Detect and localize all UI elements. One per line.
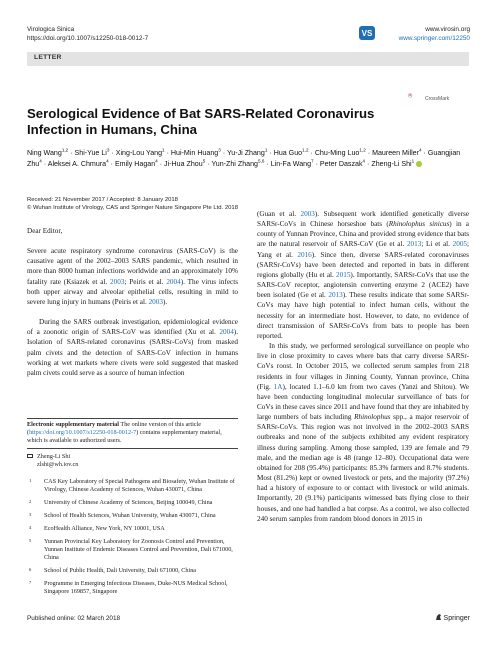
salutation: Dear Editor, [27, 227, 63, 235]
citation-link[interactable]: 2003 [300, 210, 315, 218]
author-affiliation-ref: 1 [162, 147, 165, 153]
body-text: ). Importantly, SARSr-CoVs that use the SARS-CoV receptor, angiotensin converting enzyme 2 (ACE2) have been isolated (Ge et al. [257, 270, 469, 300]
body-text: spp., a major reservoir of SARSr-CoVs. This region was not involved in the 2002–2003 SARS outbreaks and none of the subjects exhibited any evident respiratory illness during sampling. Among those sampled, 139 are female and 79 male, and the median age is 48 (range 12–80). Occupational data were obtained for 208 (95.4%) participants: 85.3% farmers and 8.7% students. Most (81.2%) kept or owned livestock or pets, and the majority (97.2%) had a history of exposure to or contact with livestock or wild animals. Importantly, 20 (9.1%) participants witnessed bats flying close to their houses, and one had handled a bat corpse. As a control, we also collected 240 serum samples from random blood donors in 2015 in [257, 413, 469, 523]
author-affiliation-ref: 4 [419, 147, 422, 153]
publisher-name: Springer [443, 615, 470, 622]
author-name: Lin-Fa Wang [270, 160, 312, 168]
citation-link[interactable]: 1A [273, 382, 283, 391]
body-text: ). These results indicate that some SARSr-CoVs may have high potential to infect human cells, without the necessity for an intermediate host. However, to date, no evidence of direct transmission of SARSr-CoVs from bats to people has been reported. [257, 291, 469, 340]
crossmark-icon[interactable] [408, 88, 424, 104]
affiliation-number: 3 [29, 512, 32, 517]
author [211, 160, 264, 168]
body-text: Severe acute respiratory syndrome coronavirus (SARS-CoV) is the causative agent of the 2002–2003 SARS pandemic, which resulted in more than 8000 human infections worldwide and an approximately 10% fatality rate (Ksiazek et al. [27, 247, 238, 286]
citation-link[interactable]: 2003 [110, 277, 125, 286]
author-name: Hui-Min Huang [170, 149, 219, 157]
author-affiliation-ref: 5 [202, 158, 206, 164]
author-name: Guangjian Zhu [27, 149, 461, 168]
affiliation-number: 2 [29, 499, 32, 504]
author [371, 160, 422, 168]
author-name: Yun-Zhi Zhang [211, 160, 258, 168]
body-text: ), located 1.1–6.0 km from two caves (Yanzi and Shitou). We have been conducting longitudinal molecular surveillance of bats for CoVs in these caves since 2011 and have found that they are inhabited by large numbers of bats including [257, 382, 469, 422]
author-affiliation-ref: 1 [411, 158, 415, 164]
author [227, 149, 267, 157]
affiliation [27, 525, 238, 533]
footnote-divider [27, 418, 238, 419]
affiliation-number: 1 [29, 478, 32, 483]
journal-header [27, 25, 148, 43]
author-name: Zheng-Li Shi [371, 160, 412, 168]
author-affiliation-ref: 4 [362, 158, 366, 164]
author-name: Maureen Miller [372, 149, 419, 157]
author [320, 160, 365, 168]
body-text: ). Subsequent work identified genetically diverse SARSr-CoVs in Chinese horseshoe bats ( [257, 210, 469, 229]
author-affiliation-ref: 7 [311, 158, 314, 164]
body-text: ; Yang et al. [257, 240, 469, 259]
author-name: Aleksei A. Chmura [47, 160, 107, 168]
esm-doi-link[interactable]: https://doi.org/10.1007/s12250-018-0012-7 [29, 429, 137, 436]
author [171, 149, 221, 157]
esm-label: Electronic supplementary material [27, 421, 119, 428]
author-affiliation-ref: 1,2 [359, 147, 366, 153]
published-date: Published online: 02 March 2018 [27, 615, 121, 622]
corresponding-author [27, 453, 238, 469]
author-name: Ji-Hua Zhou [164, 160, 203, 168]
author [115, 160, 158, 168]
article-type-bar [27, 52, 469, 66]
author-affiliation-ref: 1 [264, 147, 268, 153]
body-text: ; Li et al. [421, 240, 453, 249]
citation-link[interactable]: 2013 [406, 240, 422, 249]
body-text: During the SARS outbreak investigation, epidemiological evidence of a zoonotic origin of SARS-CoV was identified (Xu et al. [27, 318, 238, 337]
author-affiliation-ref: 4 [155, 158, 158, 164]
author [274, 149, 309, 157]
affiliation-number: 5 [29, 538, 32, 543]
journal-name: Virologica Sinica [27, 26, 75, 33]
affiliation-number: 7 [29, 580, 32, 585]
affiliation-text: University of Chinese Academy of Sciences, Beijing 100049, China [44, 499, 213, 506]
author-name: Xing-Lou Yang [115, 149, 163, 157]
affiliation-text: Programme in Emerging Infectious Diseases, Duke-NUS Medical School, Singapore 169857, Singapore [44, 580, 228, 595]
affiliation-text: CAS Key Laboratory of Special Pathogens and Biosafety, Wuhan Institute of Virology, Chinese Academy of Sciences, Wuhan 430071, China [44, 478, 235, 493]
body-text: ). The virus infects both upper airway and alveolar epithelial cells, resulting in mild to severe lung injury in humans (Peiris et al. [27, 277, 238, 306]
site-link[interactable]: www.virosin.org [425, 26, 470, 33]
affiliation-number: 6 [29, 567, 32, 572]
body-left-column [27, 226, 238, 378]
author-name: Yu-Ji Zhang [226, 149, 265, 157]
journal-links [399, 25, 470, 43]
author-name: Hua Guo [273, 149, 303, 157]
article-title: Serological Evidence of Bat SARS-Related Coronavirus Infection in Humans, China [27, 106, 375, 137]
citation-link[interactable]: 2005 [452, 240, 467, 249]
affiliation-text: Yunnan Provincial Key Laboratory for Zoonosis Control and Prevention, Yunnan Institute of Endemic Diseases Control and Prevention, Dali 671000, China [44, 538, 233, 561]
publisher-mark [435, 613, 470, 622]
crossmark-label[interactable]: CrossMark [425, 96, 450, 102]
citation-link[interactable]: 2004 [166, 277, 181, 286]
journal-logo-text: VS [361, 29, 373, 38]
envelope-icon [27, 454, 33, 459]
author-name: Shi-Yue Li [74, 149, 107, 157]
author [48, 160, 109, 168]
body-text: ) in a county of Yunnan Province, China and provided strong evidence that bats are the natural reservoir of SARS-CoV (Ge et al. [257, 220, 469, 249]
esm-text-after: ) contains supplementary material, which is available to authorized users. [27, 429, 222, 444]
author-name: Chu-Ming Luo [314, 149, 360, 157]
article-type-label: LETTER [34, 54, 62, 61]
affiliation-text: EcoHealth Alliance, New York, NY 10001, USA [44, 525, 165, 532]
body-paragraph [257, 341, 469, 524]
body-text: ). Isolation of SARS-related coronavirus (SARSr-CoVs) from masked palm civets and the detection of SARS-CoV infection in humans working at wet markets where civets were sold suggested that masked palm civets could serve as a source of human infection [27, 328, 238, 377]
author-affiliation-ref: 3 [218, 147, 221, 153]
author-affiliation-ref: 5,6 [257, 158, 265, 164]
affiliation [27, 478, 238, 494]
affiliation-number: 4 [29, 525, 32, 530]
footnote-divider [27, 448, 238, 449]
citation-link[interactable]: 2004 [219, 328, 234, 337]
body-paragraph [257, 209, 469, 341]
orcid-icon[interactable] [416, 161, 422, 167]
author [164, 160, 205, 168]
author [75, 149, 110, 157]
esm-text-before: The online version of this article ( [27, 421, 202, 436]
affiliation [27, 512, 238, 520]
citation-link[interactable]: 2003 [148, 297, 163, 306]
affiliation [27, 499, 238, 507]
body-text: Rhinolophus [354, 413, 391, 422]
affiliation-text: School of Public Health, Dali University, Dali 671000, China [44, 567, 197, 574]
copyright-line: © Wuhan Institute of Virology, CAS and Springer Nature Singapore Pte Ltd. 2018 [27, 205, 238, 211]
body-text: Rhinolophus sinicus [388, 220, 450, 229]
contact-name: Zheng-Li Shi [37, 453, 71, 460]
body-right-column [257, 209, 469, 524]
affiliation [27, 538, 238, 562]
doi-link[interactable]: https://doi.org/10.1007/s12250-018-0012-7 [27, 35, 149, 42]
body-text: ). [162, 297, 168, 306]
affiliation [27, 567, 238, 575]
author-name: Ning Wang [27, 149, 62, 157]
received-accepted: Received: 21 November 2017 / Accepted: 8 January 2018 [27, 197, 178, 203]
affiliation-text: School of Health Sciences, Wuhan University, Wuhan 430071, China [44, 512, 216, 519]
author-name: Peter Daszak [319, 160, 363, 168]
body-text: ; Peiris et al. [124, 277, 167, 286]
author-name: Emily Hagan [114, 160, 156, 168]
journal-logo-icon [359, 26, 375, 40]
affiliation [27, 580, 238, 596]
author-affiliation-ref: 1,2 [302, 147, 309, 153]
author-affiliation-ref: 4 [39, 158, 42, 164]
citation-link[interactable]: 2016 [297, 250, 312, 259]
author-affiliation-ref: 1,2 [61, 147, 69, 153]
author [116, 149, 165, 157]
author-affiliation-ref: 4 [106, 158, 109, 164]
author-affiliation-ref: 3 [106, 147, 110, 153]
citation-link[interactable]: 2015 [336, 270, 351, 279]
author-list: Ning Wang$^{1,2}$ · Shi-Yue $Li^3$ · Xing-Lou Yang$^1$ · Hui-Min Huang$^3$ · Yu-Ji Zhang$^1$ · Hua Guo$^{1,2}$ · Chu-Ming Luo$^{1,2}$ · Maureen Miller$^4$ · Guangjian Zhu$^4$ · Aleksei A. Chmura$^4$ · Emily Hagan$^4$ · Ji-Hua Zhou$^5$ · Yun-Zhi Zhang$^{5,6}$ · Lin-Fa Wang$^7$ · Peter Daszak$^4$ · Zheng-Li Shi$^1$ [27, 147, 461, 168]
body-text: ). Since then, diverse SARS-related coronaviruses (SARSr-CoVs) have been detected and reported in bats in different regions globally (Hu et al. [257, 250, 469, 279]
body-text: In this study, we performed serological surveillance on people who live in close proximity to caves where bats that carry diverse SARSr-CoVs roost. In October 2015, we collected serum samples from 218 residents in four villages in Jinning County, Yunnan province, China (Fig. [257, 342, 469, 391]
author [27, 149, 68, 157]
author [315, 149, 366, 157]
body-text: (Guan et al. [257, 210, 301, 218]
journal-url-link[interactable]: www.springer.com/12250 [398, 35, 470, 42]
citation-link[interactable]: 2013 [328, 291, 343, 300]
supplementary-note [27, 421, 238, 445]
author [372, 149, 421, 157]
contact-email[interactable]: zlshi@wh.iov.cn [37, 461, 79, 468]
body-paragraph [27, 317, 238, 378]
author [271, 160, 314, 168]
springer-horse-icon [435, 613, 442, 621]
affiliation-list [27, 478, 238, 601]
body-paragraph [27, 246, 238, 307]
